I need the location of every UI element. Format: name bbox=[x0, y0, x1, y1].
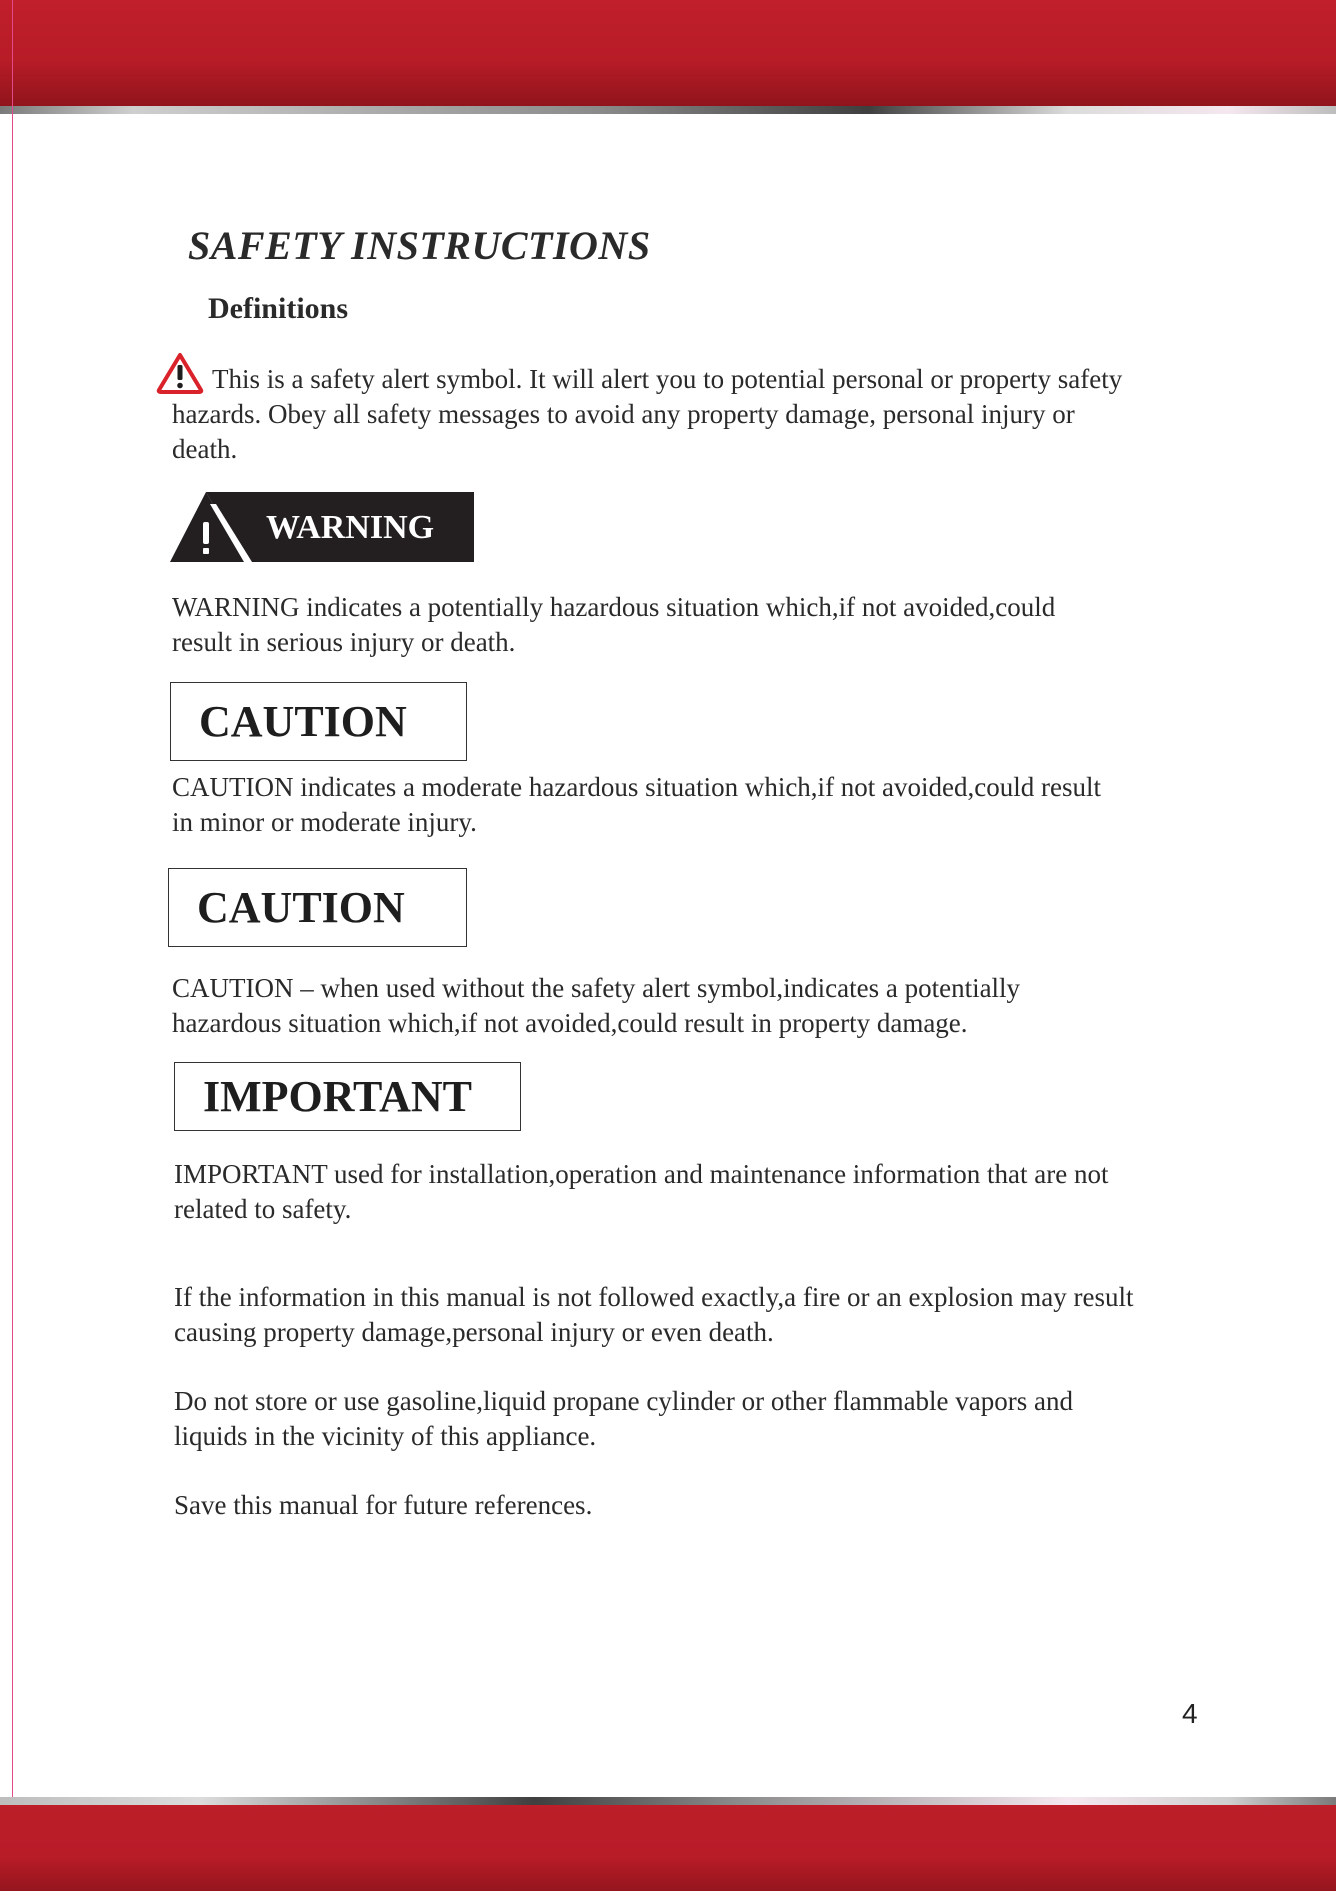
warning-banner bbox=[170, 492, 474, 562]
important-label: IMPORTANT bbox=[203, 1071, 472, 1121]
storage-notice-line2: liquids in the vicinity of this appliance. bbox=[174, 1421, 597, 1451]
caution-label-2: CAUTION bbox=[197, 882, 405, 932]
important-text-line1: IMPORTANT used for installation,operation and maintenance information that are not bbox=[174, 1159, 1109, 1189]
alert-symbol-text-line3: death. bbox=[172, 434, 238, 464]
warning-label: WARNING bbox=[266, 509, 435, 546]
important-label-box bbox=[174, 1062, 521, 1131]
important-text-line2: related to safety. bbox=[174, 1194, 352, 1224]
page-number: 4 bbox=[1182, 1698, 1198, 1729]
caution-2-text-line2: hazardous situation which,if not avoided,could result in property damage. bbox=[172, 1008, 968, 1038]
caution-label-box-2 bbox=[168, 868, 467, 947]
header-shine-stripe bbox=[0, 106, 1336, 114]
alert-symbol-text-line1: This is a safety alert symbol. It will alert you to potential personal or property safety bbox=[212, 364, 1123, 394]
storage-notice-line1: Do not store or use gasoline,liquid propane cylinder or other flammable vapors and bbox=[174, 1386, 1074, 1416]
header-band bbox=[0, 0, 1336, 108]
exclamation-icon bbox=[203, 522, 209, 544]
caution-2-text-line1: CAUTION – when used without the safety alert symbol,indicates a potentially bbox=[172, 973, 1021, 1003]
alert-symbol-text-line2: hazards. Obey all safety messages to avoid any property damage, personal injury or bbox=[172, 399, 1075, 429]
page-title: SAFETY INSTRUCTIONS bbox=[188, 223, 651, 268]
fire-notice-line2: causing property damage,personal injury or even death. bbox=[174, 1317, 774, 1347]
warning-text-line2: result in serious injury or death. bbox=[172, 627, 516, 657]
footer-band bbox=[0, 1805, 1336, 1891]
safety-alert-icon bbox=[156, 352, 204, 394]
caution-label: CAUTION bbox=[199, 696, 407, 746]
fire-notice-line1: If the information in this manual is not followed exactly,a fire or an explosion may result bbox=[174, 1282, 1134, 1312]
warning-text-line1: WARNING indicates a potentially hazardous situation which,if not avoided,could bbox=[172, 592, 1056, 622]
section-subtitle: Definitions bbox=[208, 292, 349, 325]
caution-label-box bbox=[170, 682, 467, 761]
save-manual-notice: Save this manual for future references. bbox=[174, 1490, 593, 1520]
caution-text-line1: CAUTION indicates a moderate hazardous situation which,if not avoided,could result bbox=[172, 772, 1101, 802]
footer-shine-stripe bbox=[0, 1797, 1336, 1805]
margin-rule bbox=[12, 0, 13, 1891]
caution-text-line2: in minor or moderate injury. bbox=[172, 807, 477, 837]
